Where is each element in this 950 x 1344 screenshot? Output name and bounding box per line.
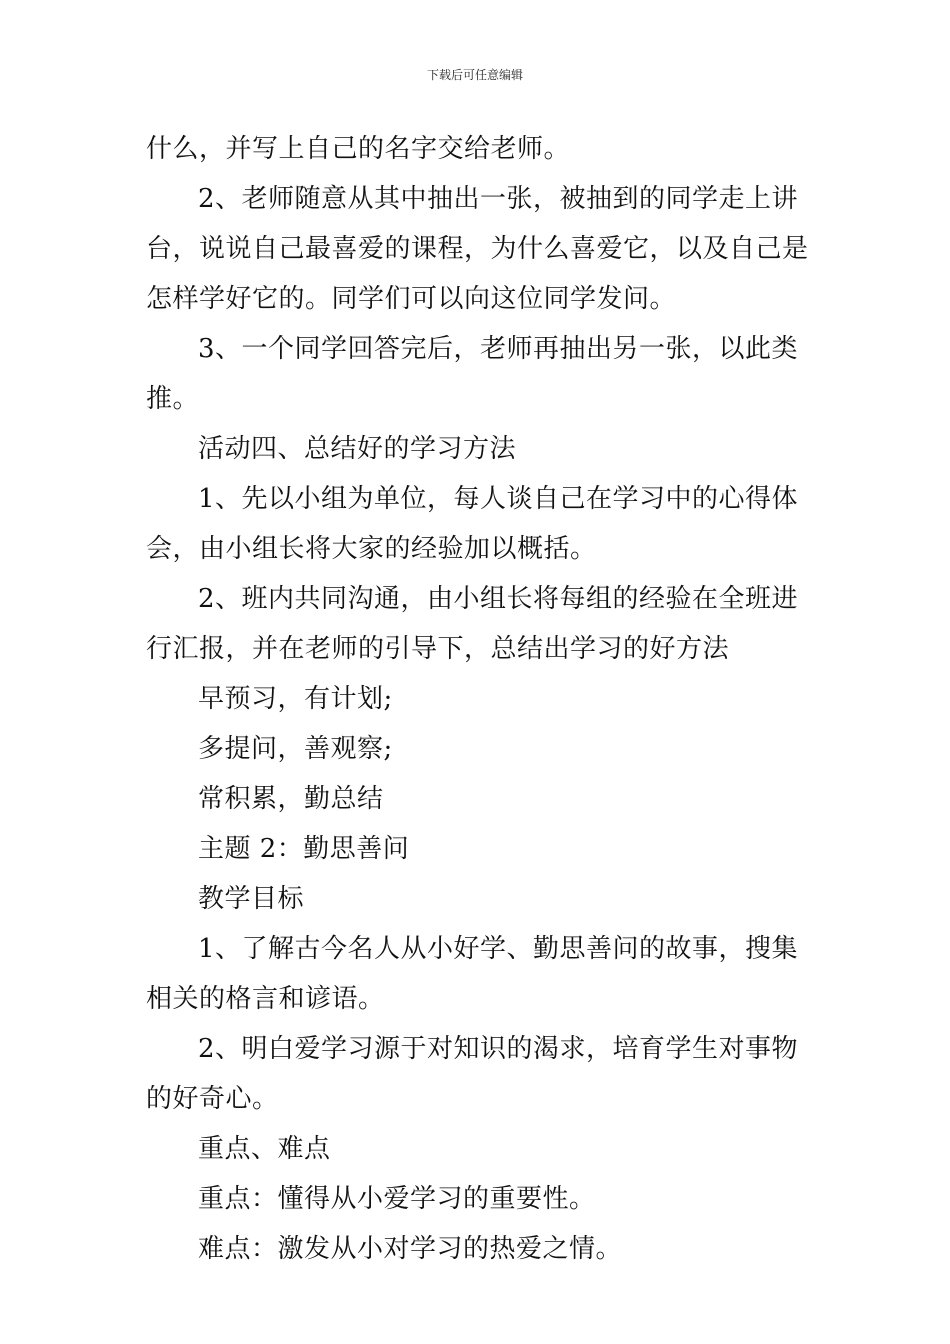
paragraph: 1、先以小组为单位，每人谈自己在学习中的心得体会，由小组长将大家的经验加以概括。 — [146, 484, 799, 564]
paragraph: 3、一个同学回答完后，老师再抽出另一张，以此类推。 — [146, 334, 799, 414]
paragraph: 什么，并写上自己的名字交给老师。 — [146, 134, 571, 164]
list-item: 常积累，勤总结 — [198, 784, 384, 814]
paragraph: 2、班内共同沟通，由小组长将每组的经验在全班进行汇报，并在老师的引导下，总结出学习的好方法 — [146, 584, 799, 664]
paragraph: 2、明白爱学习源于对知识的渴求，培育学生对事物的好奇心。 — [146, 1034, 799, 1114]
paragraph: 2、老师随意从其中抽出一张，被抽到的同学走上讲台，说说自己最喜爱的课程，为什么喜爱它，以及自己是怎样学好它的。同学们可以向这位同学发问。 — [146, 184, 809, 314]
paragraph: 重点：懂得从小爱学习的重要性。 — [198, 1184, 596, 1214]
section-heading: 教学目标 — [198, 884, 305, 914]
list-item: 早预习，有计划; — [198, 684, 393, 714]
section-heading: 重点、难点 — [198, 1134, 331, 1164]
section-heading: 活动四、总结好的学习方法 — [198, 434, 517, 464]
list-item: 多提问，善观察; — [198, 734, 393, 764]
section-heading: 主题 2：勤思善问 — [198, 834, 410, 864]
paragraph: 难点：激发从小对学习的热爱之情。 — [198, 1234, 623, 1264]
document-body — [146, 124, 816, 1274]
page-header: 下载后可任意编辑 — [426, 68, 523, 82]
paragraph: 1、了解古今名人从小好学、勤思善问的故事，搜集相关的格言和谚语。 — [146, 934, 799, 1014]
